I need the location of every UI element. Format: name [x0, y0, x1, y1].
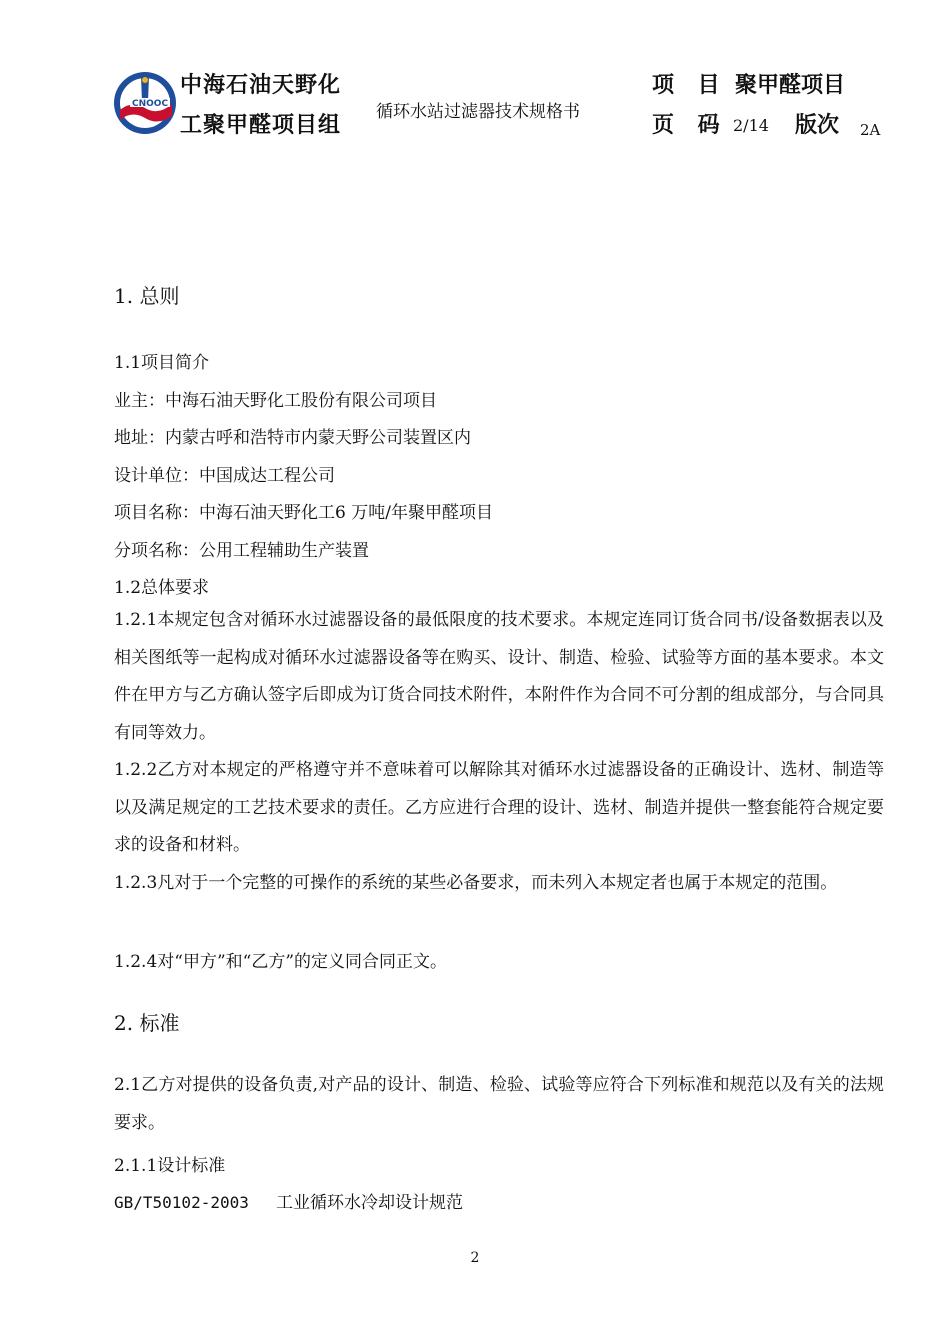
sub-project-line: 分项名称：公用工程辅助生产装置: [114, 541, 369, 561]
paragraph-2-1: 2.1乙方对提供的设备负责,对产品的设计、制造、检验、试验等应符合下列标准和规范以及有关的法规要求。: [114, 1075, 884, 1133]
paragraph-1-2-2: 1.2.2乙方对本规定的严格遵守并不意味着可以解除其对循环水过滤器设备的正确设计、选材、制造等以及满足规定的工艺技术要求的责任。乙方应进行合理的设计、选材、制造并提供一整套能符合规定要求的设备和材料。: [114, 760, 884, 855]
cnooc-logo-icon: [112, 70, 178, 136]
address-line: 地址：内蒙古呼和浩特市内蒙天野公司装置区内: [114, 428, 471, 448]
section-2-title: 2. 标准: [114, 1011, 180, 1035]
paragraph-1-2-4: 1.2.4对“甲方”和“乙方”的定义同合同正文。: [114, 952, 448, 972]
page-number: 2: [470, 1250, 480, 1266]
page-count: 2/14: [733, 116, 769, 135]
version-value: 2A: [860, 121, 881, 139]
paragraph-1-2-3: 1.2.3凡对于一个完整的可操作的系统的某些必备要求，而未列入本规定者也属于本规定的范围。: [114, 873, 838, 893]
org-name-line1: 中海石油天野化: [180, 73, 342, 98]
svg-text:CNOOC: CNOOC: [132, 99, 169, 109]
org-name-line2: 工聚甲醛项目组: [180, 113, 342, 138]
version-label: 版次: [795, 113, 840, 138]
document-title: 循环水站过滤器技术规格书: [376, 102, 580, 122]
section-1-1-title: 1.1项目简介: [114, 353, 210, 373]
designer-line: 设计单位：中国成达工程公司: [114, 466, 335, 486]
section-1-2-title: 1.2总体要求: [114, 578, 210, 598]
section-1-title: 1. 总则: [114, 284, 180, 308]
paragraph-1-2-1: 1.2.1本规定包含对循环水过滤器设备的最低限度的技术要求。本规定连同订货合同书/设备数据表以及相关图纸等一起构成对循环水过滤器设备等在购买、设计、制造、检验、试验等方面的基本要求。本文件在甲方与乙方确认签字后即成为订货合同技术附件，本附件作为合同不可分割的组成部分，与合同具有同等效力。: [114, 610, 884, 743]
page-label: 页 码: [652, 113, 728, 138]
project-value: 聚甲醛项目: [735, 73, 846, 98]
owner-line: 业主：中海石油天野化工股份有限公司项目: [114, 391, 437, 411]
standard-name: 工业循环水冷却设计规范: [276, 1193, 463, 1213]
project-name-line: 项目名称：中海石油天野化工6 万吨/年聚甲醛项目: [114, 503, 493, 523]
standard-code: GB/T50102-2003: [114, 1193, 249, 1212]
section-2-1-1-title: 2.1.1设计标准: [114, 1156, 226, 1176]
project-label: 项 目: [652, 73, 728, 98]
standard-row: [114, 1188, 463, 1213]
